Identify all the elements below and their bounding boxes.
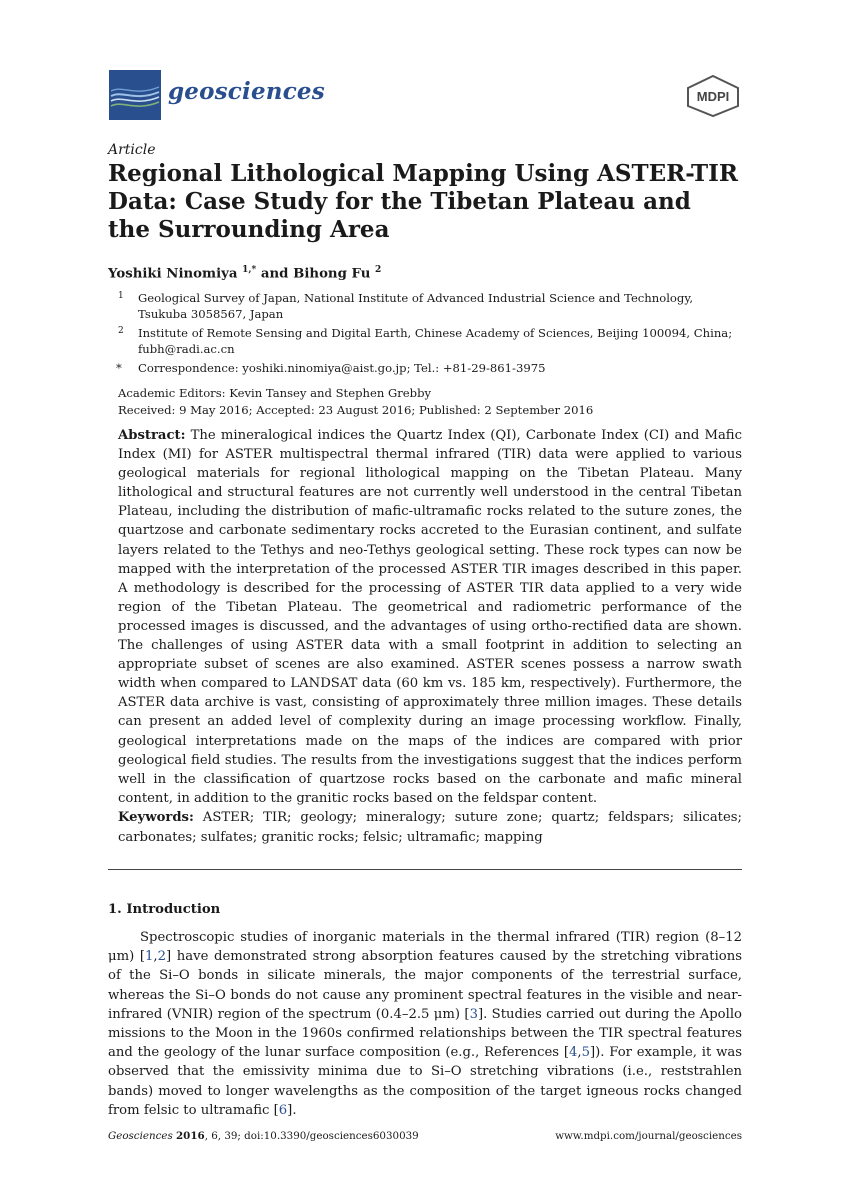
body-text: ] have demonstrated strong absorption features caused by the stretching vibrations of the Si–O bonds in silicate minerals, the major components of the terrestrial surface, whereas the Si–O bonds do not cause any prominent spectral features in the visible and near-infrared (VNIR) region of the spectrum (0.4–2.5 μm) [ bbox=[108, 949, 742, 1022]
citation-link[interactable]: 4 bbox=[569, 1045, 578, 1061]
citation-link[interactable]: 5 bbox=[581, 1045, 590, 1061]
paper-title bbox=[108, 160, 748, 244]
affiliation bbox=[108, 325, 733, 357]
citation-link[interactable]: 1 bbox=[145, 949, 154, 965]
body-text: , bbox=[153, 949, 158, 965]
abstract bbox=[118, 426, 742, 808]
footer-doi: , 6, 39; doi:10.3390/geosciences6030039 bbox=[204, 1130, 419, 1142]
publication-dates: Received: 9 May 2016; Accepted: 23 August 2016; Published: 2 September 2016 bbox=[118, 403, 594, 417]
affiliation-line: Tsukuba 3058567, Japan bbox=[138, 307, 284, 321]
affiliation-line: Geological Survey of Japan, National Institute of Advanced Industrial Science and Technology, bbox=[138, 291, 694, 305]
body-text: ]. Studies carried out during the Apollo missions to the Moon in the 1960s confirmed relationships between the TIR spectral features and the geology of the lunar surface composition (e.g., References [ bbox=[108, 1006, 742, 1061]
keywords bbox=[118, 808, 742, 847]
body-paragraph bbox=[108, 928, 742, 1120]
author-name: Bihong Fu bbox=[293, 266, 371, 282]
affiliation-line: fubh@radi.ac.cn bbox=[138, 342, 235, 356]
section-heading: 1. Introduction bbox=[108, 902, 221, 917]
section-divider bbox=[108, 869, 742, 870]
abstract-text: The mineralogical indices the Quartz Index (QI), Carbonate Index (CI) and Mafic Index (MI) for ASTER multispectral thermal infrared (TIR) data were applied to various geological materials for regional lithological mapping on the Tibetan Plateau. Many lithological and structural features are not currently well understood in the central Tibetan Plateau, including the distribution of mafic-ultramafic rocks related to the suture zones, the quartzose and carbonate sedimentary rocks accreted to the Eurasian continent, and sulfate layers related to the Tethys and neo-Tethys geological setting. These rock types can now be mapped with the interpretation of the processed ASTER TIR images described in this paper. A methodology is described for the processing of ASTER TIR data applied to a very wide region of the Tibetan Plateau. The geometrical and radiometric performance of the processed images is discussed, and the advantages of using ortho-rectified data are shown. The challenges of using ASTER data with a small footprint in addition to selecting an appropriate subset of scenes are also examined. ASTER scenes possess a narrow swath width when compared to LANDSAT data (60 km vs. 185 km, respectively). Furthermore, the ASTER data archive is vast, consisting of approximately three million images. These details can present an added level of complexity during an image processing workflow. Finally, geological interpretations made on the maps of the indices are compared with prior geological field studies. The results from the investigations suggest that the indices perform well in the classification of quartzose rocks based on the carbonate and mafic mineral content, in addition to the granitic rocks based on the feldspar content. bbox=[118, 428, 742, 806]
body-text: ]). For example, it was observed that the emissivity minima due to Si–O stretching vibrations (i.e., reststrahlen bands) moved to longer wavelengths as the composition of the target igneous rocks changed from felsic to ultramafic [ bbox=[108, 1045, 742, 1118]
author-list bbox=[108, 265, 381, 281]
title-line: the Surrounding Area bbox=[108, 216, 390, 243]
correspondence bbox=[108, 360, 728, 376]
title-line: Regional Lithological Mapping Using ASTER-TIR bbox=[108, 160, 738, 187]
journal-logo-icon bbox=[109, 70, 161, 120]
keywords-label: Keywords: bbox=[118, 810, 194, 825]
journal-name: geosciences bbox=[168, 78, 325, 105]
body-text: ]. bbox=[287, 1102, 297, 1118]
author-affiliation-mark: 2 bbox=[375, 265, 382, 275]
title-line: Data: Case Study for the Tibetan Plateau and bbox=[108, 188, 691, 215]
author-name: Yoshiki Ninomiya bbox=[108, 266, 238, 282]
body-text: Spectroscopic studies of inorganic materials in the thermal infrared (TIR) region (8–12 μm) [ bbox=[108, 930, 742, 965]
footer-year: 2016 bbox=[176, 1130, 205, 1142]
affiliation-number: 1 bbox=[118, 291, 124, 301]
body-text: , bbox=[577, 1045, 582, 1061]
footer-url[interactable]: www.mdpi.com/journal/geosciences bbox=[555, 1130, 742, 1142]
author-conjunction: and bbox=[256, 266, 294, 282]
footer-citation bbox=[108, 1130, 419, 1142]
citation-link[interactable]: 2 bbox=[157, 949, 166, 965]
correspondence-mark: * bbox=[116, 361, 122, 375]
citation-link[interactable]: 3 bbox=[469, 1006, 478, 1022]
publisher-name: MDPI bbox=[696, 89, 730, 104]
keywords-text: ASTER; TIR; geology; mineralogy; suture zone; quartz; feldspars; silicates; carbonates; sulfates; granitic rocks; felsic; ultramafic; mapping bbox=[118, 810, 742, 845]
affiliation bbox=[108, 290, 728, 322]
academic-editors: Academic Editors: Kevin Tansey and Stephen Grebby bbox=[118, 386, 432, 400]
citation-link[interactable]: 6 bbox=[278, 1102, 288, 1118]
affiliation-number: 2 bbox=[118, 326, 124, 336]
publisher-logo bbox=[684, 74, 742, 118]
article-type: Article bbox=[108, 142, 156, 158]
author-affiliation-mark: 1,* bbox=[242, 265, 257, 275]
correspondence-text: Correspondence: yoshiki.ninomiya@aist.go.jp; Tel.: +81-29-861-3975 bbox=[138, 361, 546, 375]
footer-journal: Geosciences bbox=[108, 1130, 173, 1142]
affiliation-line: Institute of Remote Sensing and Digital Earth, Chinese Academy of Sciences, Beijing 100094, China; bbox=[138, 326, 733, 340]
abstract-label: Abstract: bbox=[118, 428, 186, 443]
